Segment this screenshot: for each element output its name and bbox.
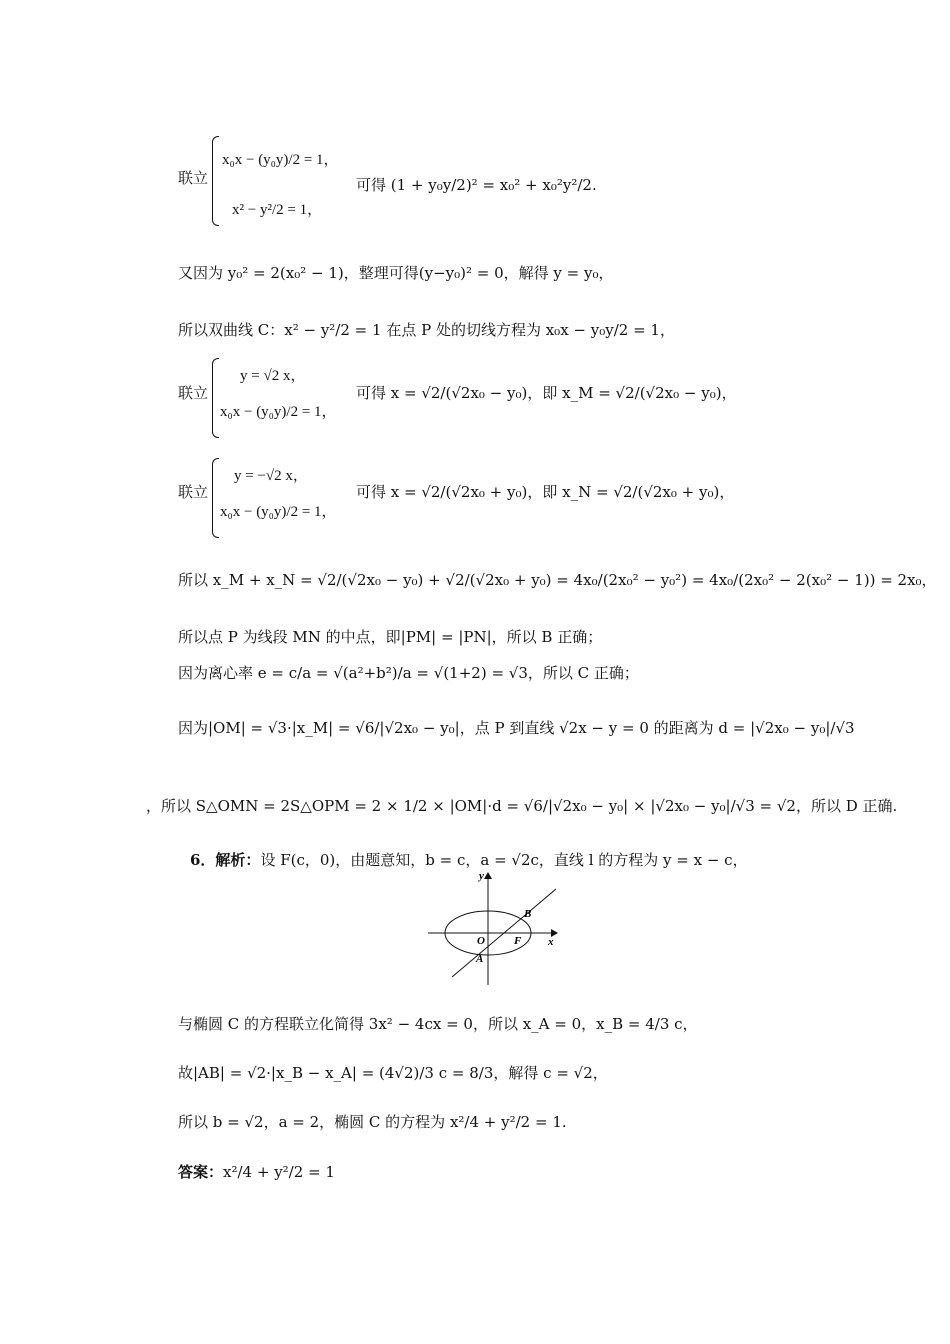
line-4-result: 可得 x = √2/(√2x₀ − y₀)，即 x_M = √2/(√2x₀ − y₀)， (356, 384, 737, 402)
line-7: 所以点 P 为线段 MN 的中点，即|PM| = |PN|，所以 B 正确； (178, 628, 603, 646)
line-15 (178, 1162, 335, 1182)
line-3: 所以双曲线 C：x² − y²/2 = 1 在点 P 处的切线方程为 x₀x − y₀y/2 = 1， (178, 321, 675, 339)
line-5-result: 可得 x = √2/(√2x₀ + y₀)，即 x_N = √2/(√2x₀ + y₀)， (356, 483, 735, 501)
point-a-label: A (476, 953, 484, 965)
line-9: 因为|OM| = √3·|x_M| = √6/|√2x₀ − y₀|，点 P 到直线 √2x − y = 0 的距离为 d = |√2x₀ − y₀|/√3 (178, 719, 855, 737)
brace-5 (212, 458, 219, 538)
ellipse-figure (420, 865, 580, 990)
line-4-eq1: y = √2 x， (240, 368, 306, 384)
x-axis-label: x (548, 936, 554, 948)
focus-label: F (514, 935, 522, 947)
line-13: 故|AB| = √2·|x_B − x_A| = (4√2)/3 c = 8/3，解得 c = √2， (178, 1064, 608, 1082)
answer-label: 答案： (178, 1163, 224, 1181)
line-5-eq1: y = −√2 x， (234, 468, 308, 484)
line-1-result: 可得 (1 + y₀y/2)² = x₀² + x₀²y²/2. (356, 176, 597, 194)
line-4-eq2: x₀x − (y₀y)/2 = 1， (220, 404, 337, 420)
point-b-label: B (524, 908, 532, 920)
brace-4 (212, 358, 219, 438)
line-10: ，所以 S△OMN = 2S△OPM = 2 × 1/2 × |OM|·d = √6/|√2x₀ − y₀| × |√2x₀ − y₀|/√3 = √2，所以 D 正确. (146, 797, 898, 815)
line-1-eq1: x₀x − (y₀y)/2 = 1， (222, 152, 339, 168)
line-12: 与椭圆 C 的方程联立化简得 3x² − 4cx = 0，所以 x_A = 0，x_B = 4/3 c， (178, 1015, 698, 1033)
answer-text: x²/4 + y²/2 = 1 (223, 1163, 335, 1181)
line-2: 又因为 y₀² = 2(x₀² − 1)，整理可得(y−y₀)² = 0，解得 y = y₀， (178, 264, 614, 282)
y-axis-label: y (479, 870, 484, 882)
line-11-text: 设 F(c，0)，由题意知，b = c，a = √2c，直线 l 的方程为 y = x − c， (260, 851, 748, 869)
origin-label: O (477, 935, 485, 947)
solution-label: 6．解析： (190, 851, 261, 869)
brace-1 (212, 136, 219, 226)
line-6: 所以 x_M + x_N = √2/(√2x₀ − y₀) + √2/(√2x₀ + y₀) = 4x₀/(2x₀² − y₀²) = 4x₀/(2x₀² − 2(x₀² − 1)) = 2x₀， (178, 571, 937, 589)
line-8: 因为离心率 e = c/a = √(a²+b²)/a = √(1+2) = √3，所以 C 正确； (178, 664, 639, 682)
line-5-eq2: x₀x − (y₀y)/2 = 1， (220, 504, 337, 520)
line-1-eq2: x² − y²/2 = 1， (232, 202, 323, 218)
line-5-label: 联立 (178, 483, 209, 501)
line-4-label: 联立 (178, 384, 209, 402)
line-1-label: 联立 (178, 169, 209, 187)
line-14: 所以 b = √2，a = 2，椭圆 C 的方程为 x²/4 + y²/2 = 1. (178, 1113, 567, 1131)
